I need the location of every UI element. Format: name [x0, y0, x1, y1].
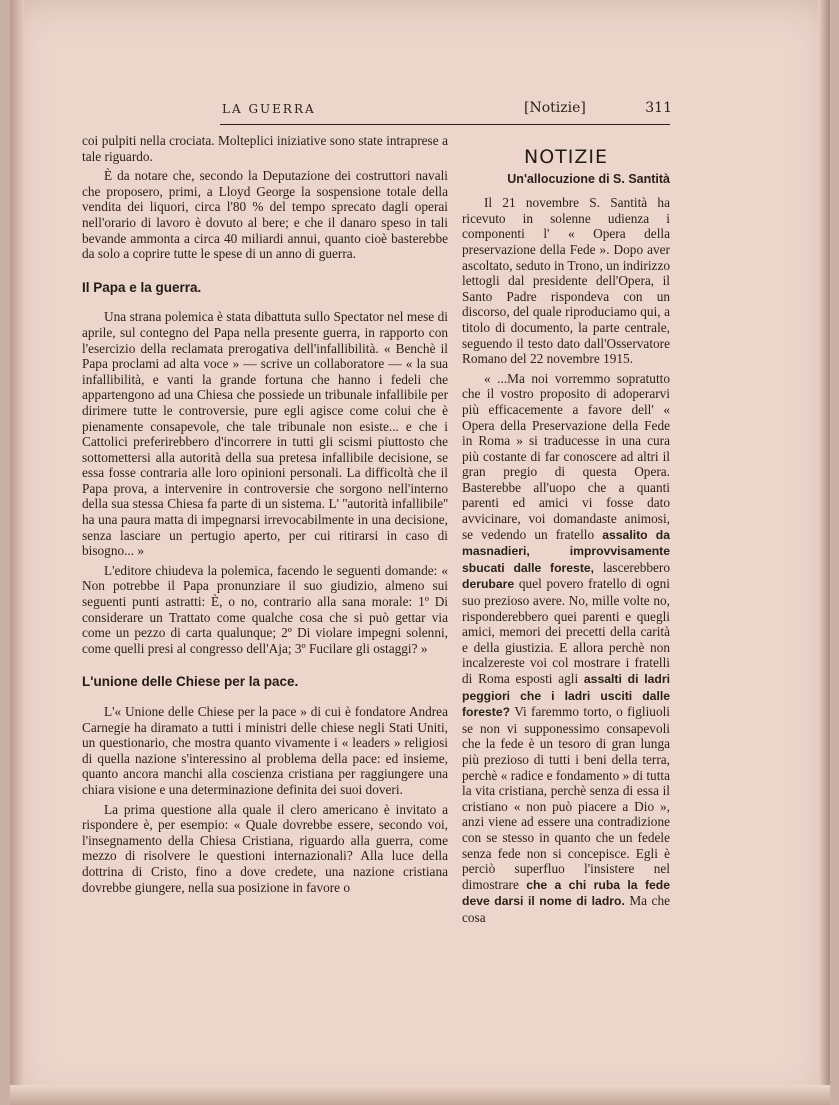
left-column [82, 133, 448, 899]
text-run: quel povero fratello di ogni suo prezioso avere. No, mille volte no, risponderebbero quei parenti e quegli amici, memori dei precetti della carità e della giustizia. E allora perchè non incalzereste voi col mostrare i fratelli di Roma esposti agli [462, 576, 670, 686]
page-bottom-edge [10, 1085, 830, 1105]
page-edge [818, 0, 830, 1105]
paragraph: coi pulpiti nella crociata. Molteplici iniziative sono state intraprese a tale riguardo. [82, 133, 448, 164]
text-run: « ...Ma noi vorremmo sopratutto che il vostro proposito di adoperarvi più efficacemente a favore dell' « Opera della Preservazione della Fede in Roma » si traducesse in una cura più costante di far conoscere ad altri il gran pregio di questa Opera. Basterebbe all'uopo che a quanti parenti ed amici vi fosse dato avvicinare, voi domandaste animosi, se vedendo un fratello [462, 370, 670, 542]
bold-phrase: assalito da masnadieri, improvvisamente sbucati dalle foreste, [462, 527, 670, 575]
bold-phrase: che a chi ruba la fede deve darsi il nome di ladro. [462, 877, 671, 909]
running-head-title: LA GUERRA [222, 102, 316, 116]
section-heading: L'unione delle Chiese per la pace. [82, 674, 299, 690]
text-run: lascerebbero [602, 559, 670, 575]
running-head [222, 100, 672, 122]
paragraph: La prima questione alla quale il clero americano è invitato a rispondere è, per esempio: « Quale dovrebbe essere, secondo voi, l'insegnamento della Chiesa Cristiana, riguardo alla guerra, come mezzo di risolvere le questioni internazionali? Alla luce della dottrina di Cristo, fino a dove credete, una nazione cristiana dovrebbe giungere, nella sua posizione in favore o [82, 801, 448, 895]
bold-phrase: assalti di ladri peggiori che i ladri usciti dalle foreste? [462, 672, 670, 720]
paragraph: È da notare che, secondo la Deputazione dei costruttori navali che proposero, primi, a Lloyd George la sospensione totale della vendita dei liquori, circa l'80 % del tempo sprecato dagli operai nell'orario di lavoro è dovuto al bere; e che il danaro speso in tali bevande ammonta a circa 40 miliardi annui, quanto cioè basterebbe da solo a coprire tutte le spese di un anno di guerra. [82, 168, 448, 262]
bold-phrase: derubare [462, 577, 515, 592]
page-number: 311 [645, 100, 672, 116]
right-column [462, 146, 671, 930]
section-title: NOTIZIE [523, 146, 608, 168]
page-gutter [10, 0, 24, 1105]
section-heading: Il Papa e la guerra. [82, 279, 202, 295]
text-run: Ma che cosa [462, 893, 670, 925]
paragraph: Una strana polemica è stata dibattuta sullo Spectator nel mese di aprile, sul contegno del Papa nella presente guerra, in rapporto con l'esercizio della reclamata prerogativa dell'infallibilità. « Benchè il Papa proclami ad alta voce » — scrive un collaboratore — « la sua infallibilità, e vanti la grande fortuna che hanno i fedeli che appartengono ad una Chiesa che possiede un tribunale infallibile per dirimere tutte le controversie, pure egli agisce come colui che è pienamente consapevole, che tale tribunale non esiste... e che i Cattolici preferirebbero d'incorrere in tutti gli scismi piuttosto che sottomettersi alla autorità della sua pretesa infallibile decisione, se essa fosse contraria alle loro opinioni personali. La difficoltà che il Papa prova, a intervenire in controversie che sorgono nell'interno della sua stessa Chiesa fa parte di un sistema. L' ''autorità infallibile'' ha una paura matta di impegnarsi irrevocabilmente in una decisione, senza lasciare un pertugio aperto, per cui ritirarsi in caso di bisogno... » [82, 309, 448, 559]
header-rule [220, 124, 670, 125]
running-head-section: [Notizie] [524, 100, 586, 116]
paragraph: L'editore chiudeva la polemica, facendo le seguenti domande: « Non potrebbe il Papa pronunziare il suo giudizio, almeno sui seguenti punti astratti: È, o no, contrario alla sana morale: 1º Di considerare un Trattato come qualche cosa che si può gettar via come un pezzo di carta qualunque; 2º Di violare impegni solenni, come quelli presi al congresso dell'Aja; 3º Fucilare gli ostaggi? » [82, 562, 448, 656]
paragraph: Il 21 novembre S. Santità ha ricevuto in solenne udienza i componenti l' « Opera della preservazione della Fede ». Dopo aver ascoltato, seduto in Trono, un indirizzo lettogli dal presidente dell'Opera, il Santo Padre rispondeva con un discorso, del quale riproduciamo qui, a titolo di documento, la parte centrale, seguendo il testo dato dall'Osservatore Romano del 22 novembre 1915. [462, 195, 670, 367]
text-run: Vi faremmo torto, o figliuoli se non vi supponessimo consapevoli che la fede è un tesoro di gran lunga più prezioso di tutti i beni della terra, perchè « radice e fondamento » di tutta la vita cristiana, perchè senza di essa il cristiano « non può piacere a Dio », anzi viene ad essere una contradizione con se stesso in quanto che un fedele senza fede non si concepisce. Egli è perciò superfluo l'insistere nel dimostrare [462, 704, 670, 892]
article-subtitle: Un'allocuzione di S. Santità [507, 171, 670, 186]
quoted-paragraph [462, 371, 670, 926]
paragraph: L'« Unione delle Chiese per la pace » di cui è fondatore Andrea Carnegie ha diramato a tutti i ministri delle chiese negli Stati Uniti, un questionario, che mostra quanto vivamente i « leaders » religiosi di quella nazione s'interessino al problema della pace: ed insieme, quanto ancora manchi alla coscienza cristiana per raggiungere una chiara visione e una determinazione definita dei suoi doveri. [82, 704, 448, 797]
